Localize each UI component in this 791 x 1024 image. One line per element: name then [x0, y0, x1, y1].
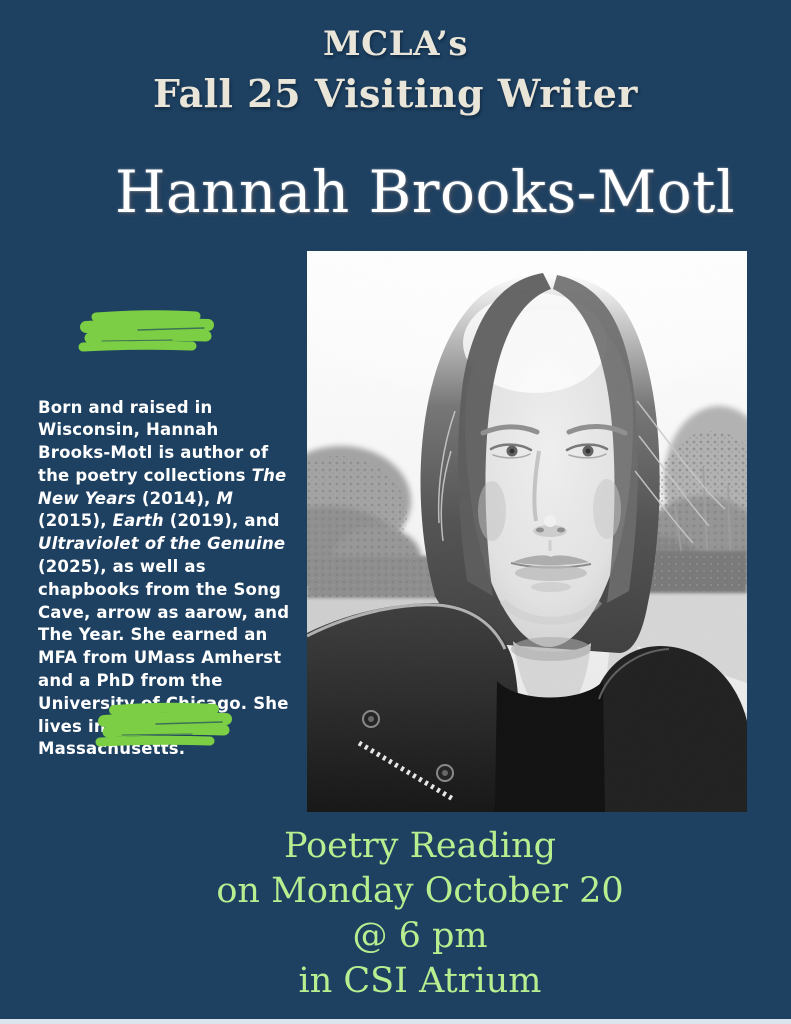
bio-text: Born and raised in Wisconsin, Hannah Brooks-Motl is author of the poetry collections The New Years (2014), M (2015), Earth (2019), and Ultraviolet of the Genuine (2025), as well as chapbooks from the Song Cave, arrow as aarow, and The Year. She earned an MFA from UMass Amherst and a PhD from the University of Chicago. She lives in western Massachusetts. — [38, 397, 290, 759]
event-time-line: @ 6 pm — [352, 916, 488, 956]
portrait-photo-illustration — [307, 251, 747, 812]
green-brush-stroke-top — [76, 308, 218, 354]
green-brush-stroke-bottom — [92, 700, 238, 750]
bottom-edge-bar — [0, 1019, 791, 1024]
writer-name-title: Hannah Brooks-Motl — [114, 158, 736, 226]
poster-header — [0, 22, 791, 119]
header-series-line: Fall 25 Visiting Writer — [153, 70, 638, 116]
header-org-line: MCLA’s — [323, 24, 468, 64]
event-date-line: on Monday October 20 — [216, 871, 624, 911]
event-details — [50, 824, 790, 1004]
event-title-line: Poetry Reading — [283, 826, 557, 866]
portrait-photo — [307, 251, 747, 812]
event-location-line: in CSI Atrium — [298, 961, 542, 1001]
